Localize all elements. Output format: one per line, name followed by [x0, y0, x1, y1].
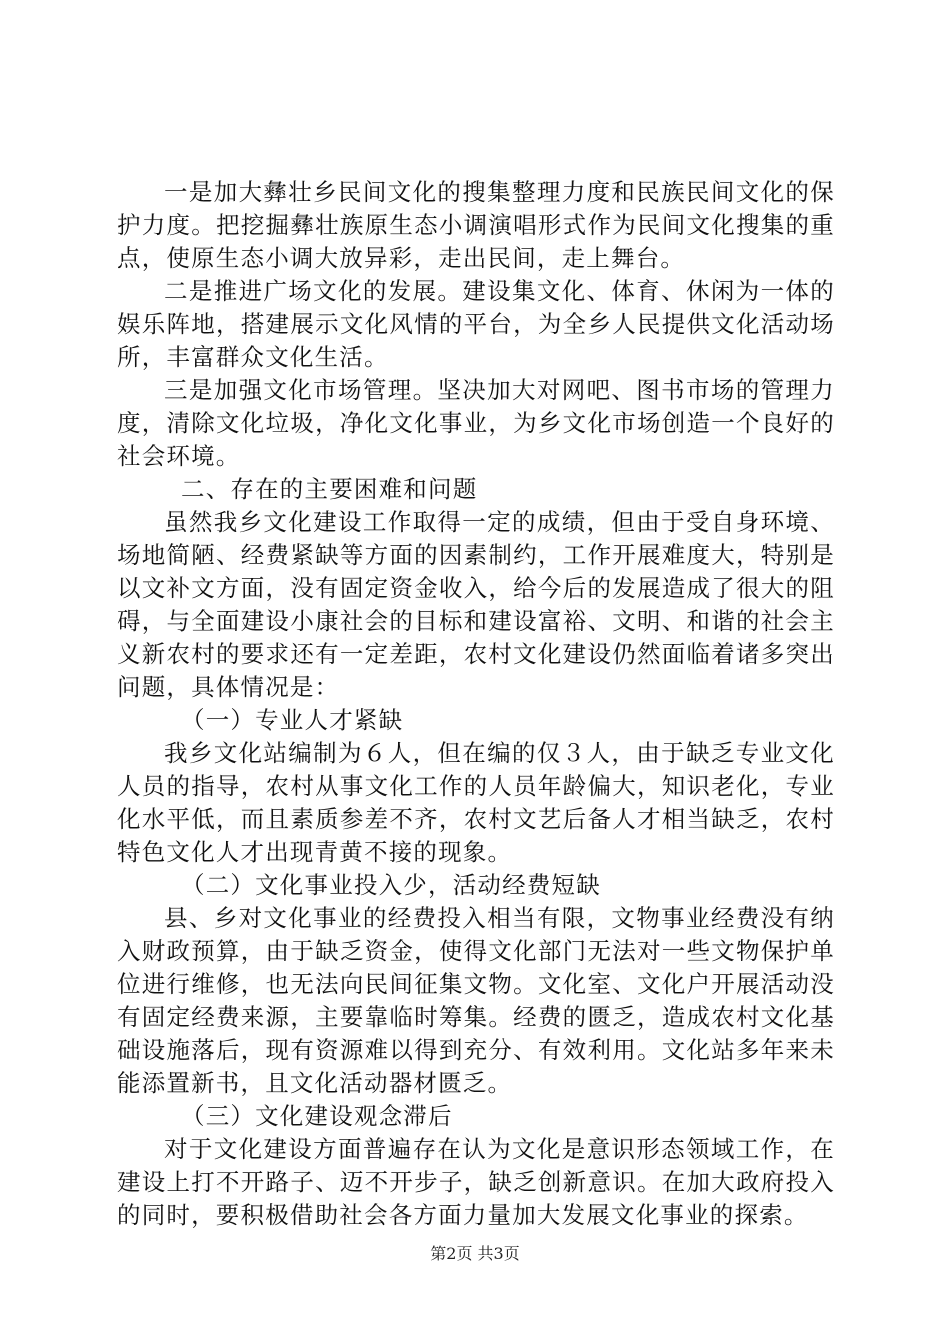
page-number-footer: 第2页 共3页: [430, 1244, 520, 1263]
paragraph-funding-shortage: 县、乡对文化事业的经费投入相当有限，文物事业经费没有纳入财政预算，由于缺乏资金，使得文化部门无法对一些文物保护单位进行维修，也无法向民间征集文物。文化室、文化户开展活动没有固定经费来源，主要靠临时筹集。经费的匮乏，造成农村文化基础设施落后，现有资源难以得到充分、有效利用。文化站多年来未能添置新书，且文化活动器材匮乏。: [117, 904, 835, 1097]
subheading-funding-shortage: （二）文化事业投入少，活动经费短缺: [181, 871, 601, 899]
paragraph-difficulties-overview: 虽然我乡文化建设工作取得一定的成绩，但由于受自身环境、场地简陋、经费紧缺等方面的因素制约，工作开展难度大，特别是以文补文方面，没有固定资金收入，给今后的发展造成了很大的阻碍，与全面建设小康社会的目标和建设富裕、文明、和谐的社会主义新农村的要求还有一定差距，农村文化建设仍然面临着诸多突出问题，具体情况是：: [117, 508, 835, 701]
subheading-talent-shortage: （一）专业人才紧缺: [181, 706, 404, 734]
document-body: [117, 176, 835, 1232]
paragraph-square-culture: 二是推进广场文化的发展。建设集文化、体育、休闲为一体的娱乐阵地，搭建展示文化风情的平台，为全乡人民提供文化活动场所，丰富群众文化生活。: [117, 277, 835, 371]
paragraph-market-management: 三是加强文化市场管理。坚决加大对网吧、图书市场的管理力度，清除文化垃圾，净化文化事业，为乡文化市场创造一个良好的社会环境。: [117, 376, 835, 470]
paragraph-outdated-concepts: 对于文化建设方面普遍存在认为文化是意识形态领域工作，在建设上打不开路子、迈不开步子，缺乏创新意识。在加大政府投入的同时，要积极借助社会各方面力量加大发展文化事业的探索。: [117, 1135, 835, 1229]
subheading-outdated-concepts: （三）文化建设观念滞后: [181, 1102, 453, 1130]
section-heading-difficulties: 二、存在的主要困难和问题: [181, 475, 478, 503]
paragraph-talent-shortage: 我乡文化站编制为６人，但在编的仅３人，由于缺乏专业文化人员的指导，农村从事文化工作的人员年龄偏大，知识老化，专业化水平低，而且素质参差不齐，农村文艺后备人才相当缺乏，农村特色文化人才出现青黄不接的现象。: [117, 739, 835, 866]
paragraph-culture-collection: 一是加大彝壮乡民间文化的搜集整理力度和民族民间文化的保护力度。把挖掘彝壮族原生态小调演唱形式作为民间文化搜集的重点，使原生态小调大放异彩，走出民间，走上舞台。: [117, 178, 835, 272]
